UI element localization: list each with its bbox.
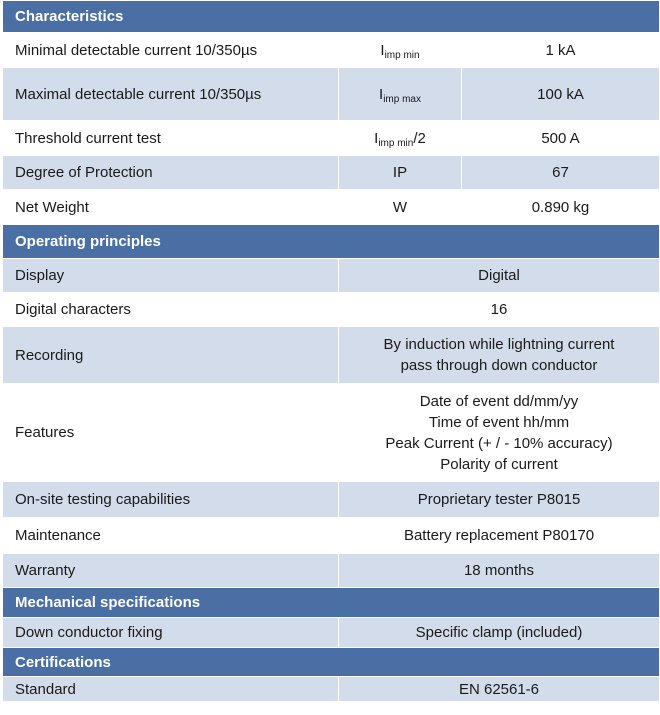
- row-label: Threshold current test: [3, 121, 339, 156]
- table-row: [3, 293, 660, 327]
- row-value: Battery replacement P80170: [339, 518, 660, 554]
- row-label: Digital characters: [3, 293, 339, 327]
- table-row: [3, 33, 660, 68]
- row-label: Features: [3, 384, 339, 482]
- table-row: [3, 482, 660, 518]
- table-row: [3, 618, 660, 648]
- section-header-characteristics: [3, 1, 660, 33]
- table-row: [3, 554, 660, 588]
- table-row: [3, 518, 660, 554]
- value-line: Peak Current (+ / - 10% accuracy): [385, 434, 613, 452]
- row-value: Digital: [339, 259, 660, 293]
- row-label: Down conductor fixing: [3, 618, 339, 648]
- section-title: Certifications: [3, 648, 660, 677]
- row-label: Maximal detectable current 10/350µs: [3, 68, 339, 121]
- table-row: [3, 156, 660, 190]
- row-value: [339, 384, 660, 482]
- value-line: Polarity of current: [440, 455, 558, 473]
- table-row: [3, 327, 660, 384]
- row-label: Degree of Protection: [3, 156, 339, 190]
- section-title: Mechanical specifications: [3, 588, 660, 618]
- row-label: Maintenance: [3, 518, 339, 554]
- value-line: By induction while lightning current: [383, 336, 615, 353]
- value-line: Date of event dd/mm/yy: [419, 392, 579, 410]
- row-label: Minimal detectable current 10/350µs: [3, 33, 339, 68]
- table-row: [3, 121, 660, 156]
- row-value: Specific clamp (included): [339, 618, 660, 648]
- row-value: 67: [462, 156, 660, 190]
- row-label: Net Weight: [3, 190, 339, 225]
- table-row: [3, 259, 660, 293]
- row-label: Warranty: [3, 554, 339, 588]
- row-value: 0.890 kg: [462, 190, 660, 225]
- row-value: [339, 327, 660, 384]
- table-row: [3, 190, 660, 225]
- section-title: Characteristics: [3, 1, 660, 33]
- row-symbol: $I_{imp max}$: [339, 68, 462, 121]
- section-title: Operating principles: [3, 225, 660, 259]
- spec-table: [2, 0, 660, 702]
- section-header-mechanical: [3, 588, 660, 618]
- row-value: 100 kA: [462, 68, 660, 121]
- row-value: 18 months: [339, 554, 660, 588]
- row-label: On-site testing capabilities: [3, 482, 339, 518]
- row-value: 1 kA: [462, 33, 660, 68]
- row-label: Recording: [3, 327, 339, 384]
- table-row: [3, 384, 660, 482]
- value-line: Time of event hh/mm: [428, 413, 570, 431]
- row-symbol: W: [339, 190, 462, 225]
- row-symbol: $I_{imp min}$: [339, 33, 462, 68]
- row-value: EN 62561-6: [339, 677, 660, 702]
- value-line: pass through down conductor: [400, 357, 598, 374]
- table-row: [3, 68, 660, 121]
- section-header-certifications: [3, 648, 660, 677]
- row-symbol: IP: [339, 156, 462, 190]
- row-value: Proprietary tester P8015: [339, 482, 660, 518]
- table-row: [3, 677, 660, 702]
- row-value: 16: [339, 293, 660, 327]
- row-value: 500 A: [462, 121, 660, 156]
- row-label: Display: [3, 259, 339, 293]
- row-label: Standard: [3, 677, 339, 702]
- row-symbol: $I_{imp min}/2$: [339, 121, 462, 156]
- section-header-operating: [3, 225, 660, 259]
